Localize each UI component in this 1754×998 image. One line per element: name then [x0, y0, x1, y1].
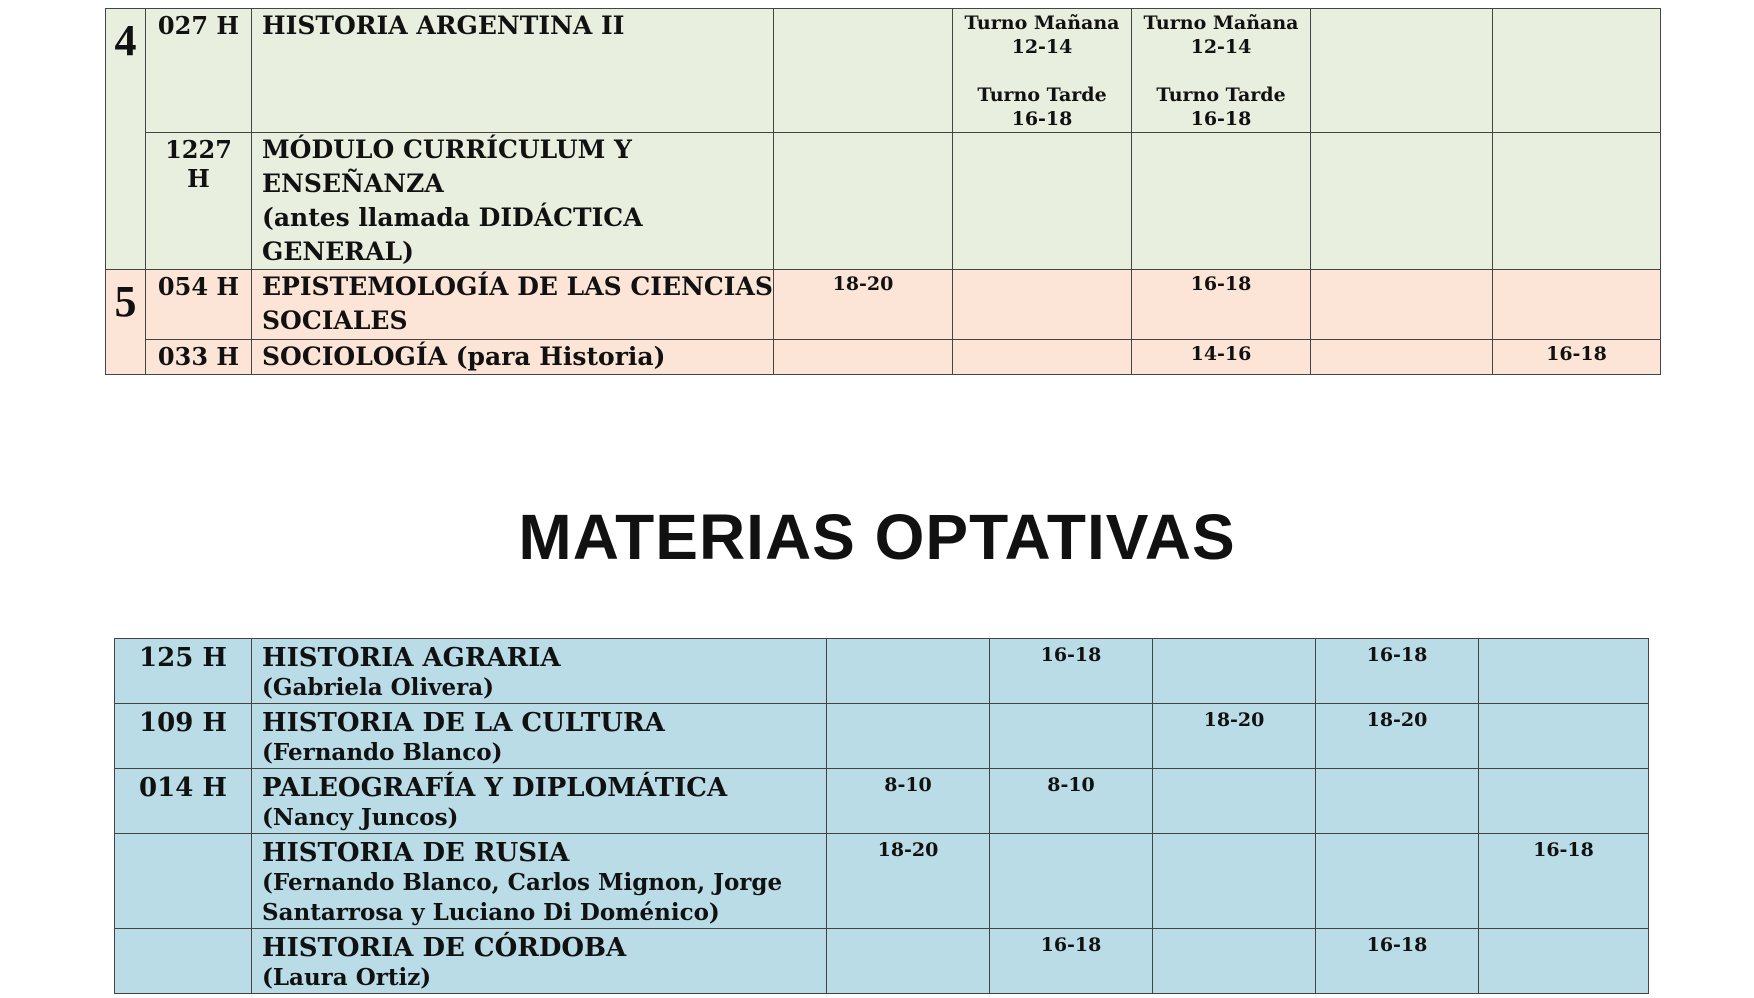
slot-cell: 16-18	[990, 639, 1153, 704]
slot-cell: 14-16	[1132, 340, 1311, 375]
slot-cell	[774, 133, 953, 270]
professor-name: (Laura Ortiz)	[262, 964, 432, 991]
subject-name: HISTORIA DE LA CULTURA	[262, 708, 665, 738]
professor-name: (Fernando Blanco)	[262, 739, 503, 766]
slot-cell: 16-18	[1316, 639, 1479, 704]
table-row	[115, 769, 1649, 834]
slot-cell	[1153, 929, 1316, 994]
slot-cell	[953, 340, 1132, 375]
section-title: MATERIAS OPTATIVAS	[518, 501, 1236, 573]
table-row	[106, 133, 1661, 270]
code-cell	[115, 834, 252, 929]
subject-cell	[252, 133, 774, 270]
table-row	[106, 340, 1661, 375]
slot-cell	[1153, 769, 1316, 834]
slot-cell	[1311, 133, 1493, 270]
slot-cell	[990, 704, 1153, 769]
slot-cell	[827, 929, 990, 994]
slot-cell	[1493, 270, 1661, 340]
table-row	[115, 929, 1649, 994]
year-cell: 5	[106, 270, 146, 375]
slot-cell	[1316, 769, 1479, 834]
subject-name: HISTORIA AGRARIA	[262, 643, 561, 673]
table-row	[115, 639, 1649, 704]
slot-cell	[1153, 834, 1316, 929]
slot-cell	[1316, 834, 1479, 929]
slot-cell: 18-20	[1153, 704, 1316, 769]
code-cell: 1227 H	[146, 133, 252, 270]
code-cell	[115, 929, 252, 994]
subject-line: ENSEÑANZA	[262, 169, 444, 198]
optativas-table	[114, 638, 1649, 994]
slot-cell	[1132, 133, 1311, 270]
slot-cell	[1479, 639, 1649, 704]
table-row	[115, 834, 1649, 929]
slot-cell: 8-10	[990, 769, 1153, 834]
year-cell: 4	[106, 9, 146, 270]
slot-cell: 16-18	[1316, 929, 1479, 994]
slot-cell: Turno Mañana 12-14 Turno Tarde 16-18	[953, 9, 1132, 133]
slot-cell	[1153, 639, 1316, 704]
code-cell: 125 H	[115, 639, 252, 704]
subject-cell	[252, 769, 827, 834]
table-row	[106, 270, 1661, 340]
subject-cell	[252, 340, 774, 375]
subject-line: (antes llamada DIDÁCTICA GENERAL)	[262, 203, 643, 266]
slot-cell: 18-20	[827, 834, 990, 929]
code-cell: 054 H	[146, 270, 252, 340]
subject-cell	[252, 834, 827, 929]
professor-name: (Nancy Juncos)	[262, 804, 459, 831]
slot-cell	[1493, 133, 1661, 270]
slot-cell	[1311, 9, 1493, 133]
slot-cell	[1311, 270, 1493, 340]
subject-cell	[252, 9, 774, 133]
slot-cell	[1479, 769, 1649, 834]
subject-cell	[252, 639, 827, 704]
table-row	[115, 704, 1649, 769]
slot-cell	[774, 340, 953, 375]
slot-cell: Turno Mañana 12-14 Turno Tarde 16-18	[1132, 9, 1311, 133]
subject-cell	[252, 270, 774, 340]
slot-cell	[1493, 9, 1661, 133]
subject-cell	[252, 929, 827, 994]
slot-cell	[1479, 929, 1649, 994]
code-cell: 033 H	[146, 340, 252, 375]
subject-line: SOCIOLOGÍA (para Historia)	[262, 342, 666, 371]
slot-cell	[1479, 704, 1649, 769]
subject-name: HISTORIA DE CÓRDOBA	[262, 933, 627, 963]
slot-cell: 8-10	[827, 769, 990, 834]
slot-cell	[953, 270, 1132, 340]
slot-cell	[774, 9, 953, 133]
subject-line: SOCIALES	[262, 306, 408, 335]
slot-cell	[1311, 340, 1493, 375]
table-row	[106, 9, 1661, 133]
subject-line: HISTORIA ARGENTINA II	[262, 11, 625, 40]
code-cell: 109 H	[115, 704, 252, 769]
slot-cell	[990, 834, 1153, 929]
slot-cell: 16-18	[990, 929, 1153, 994]
subject-name: HISTORIA DE RUSIA	[262, 838, 570, 868]
slot-cell: 16-18	[1479, 834, 1649, 929]
slot-cell	[953, 133, 1132, 270]
slot-cell: 18-20	[1316, 704, 1479, 769]
subject-name: PALEOGRAFÍA Y DIPLOMÁTICA	[262, 773, 728, 803]
slot-cell: 18-20	[774, 270, 953, 340]
code-cell: 014 H	[115, 769, 252, 834]
code-cell: 027 H	[146, 9, 252, 133]
subject-cell	[252, 704, 827, 769]
slot-cell: 16-18	[1132, 270, 1311, 340]
slot-cell: 16-18	[1493, 340, 1661, 375]
schedule-table-top	[105, 8, 1661, 375]
professor-name: (Gabriela Olivera)	[262, 674, 495, 701]
subject-line: EPISTEMOLOGÍA DE LAS CIENCIAS	[262, 272, 773, 301]
subject-line: MÓDULO CURRÍCULUM Y	[262, 135, 632, 164]
slot-cell	[827, 704, 990, 769]
slot-cell	[827, 639, 990, 704]
professor-name: (Fernando Blanco, Carlos Mignon, Jorge Santarrosa y Luciano Di Doménico)	[262, 869, 783, 926]
